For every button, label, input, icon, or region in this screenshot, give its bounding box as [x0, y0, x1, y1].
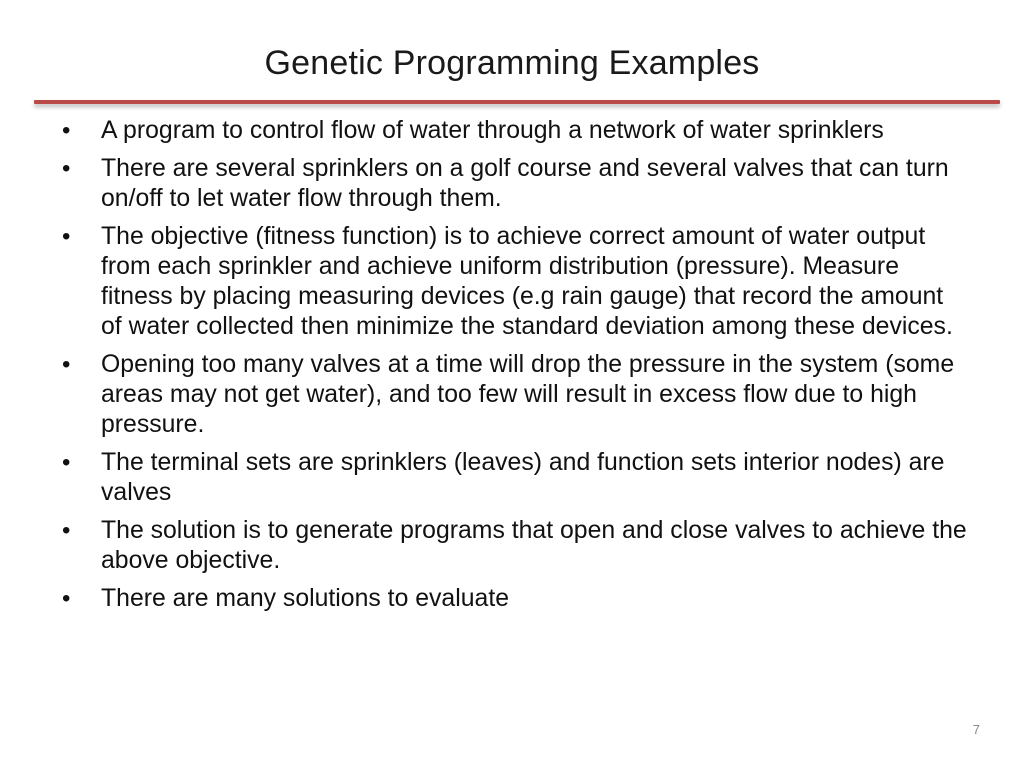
bullet-text: The solution is to generate programs that open and close valves to achieve the above objective.: [101, 517, 967, 574]
bullet-list: [62, 116, 967, 622]
bullet-text: The terminal sets are sprinklers (leaves) and function sets interior nodes) are valves: [101, 449, 945, 506]
bullet-item: [62, 116, 967, 146]
page-number: 7: [972, 722, 980, 737]
bullet-icon: •: [62, 117, 71, 144]
bullet-icon: •: [62, 351, 71, 378]
bullet-item: [62, 516, 967, 576]
bullet-item: [62, 584, 967, 614]
bullet-text: The objective (fitness function) is to achieve correct amount of water output from each sprinkler and achieve uniform distribution (pressure). Measure fitness by placing measuring devices (e.g rain gauge) that record the amount of water collected then minimize the standard deviation among these devices.: [101, 223, 953, 340]
bullet-text: Opening too many valves at a time will drop the pressure in the system (some areas may not get water), and too few will result in excess flow due to high pressure.: [101, 351, 955, 438]
bullet-item: [62, 222, 967, 342]
bullet-icon: •: [62, 155, 71, 182]
bullet-text: A program to control flow of water through a network of water sprinklers: [101, 117, 884, 144]
bullet-icon: •: [62, 223, 71, 250]
bullet-item: [62, 350, 967, 440]
bullet-text: There are many solutions to evaluate: [101, 585, 509, 612]
bullet-text: There are several sprinklers on a golf course and several valves that can turn on/off to let water flow through them.: [101, 155, 949, 212]
bullet-icon: •: [62, 517, 71, 544]
bullet-icon: •: [62, 449, 71, 476]
title-divider: [34, 100, 1000, 104]
slide-title: Genetic Programming Examples: [264, 44, 760, 82]
bullet-icon: •: [62, 585, 71, 612]
bullet-item: [62, 154, 967, 214]
bullet-item: [62, 448, 967, 508]
